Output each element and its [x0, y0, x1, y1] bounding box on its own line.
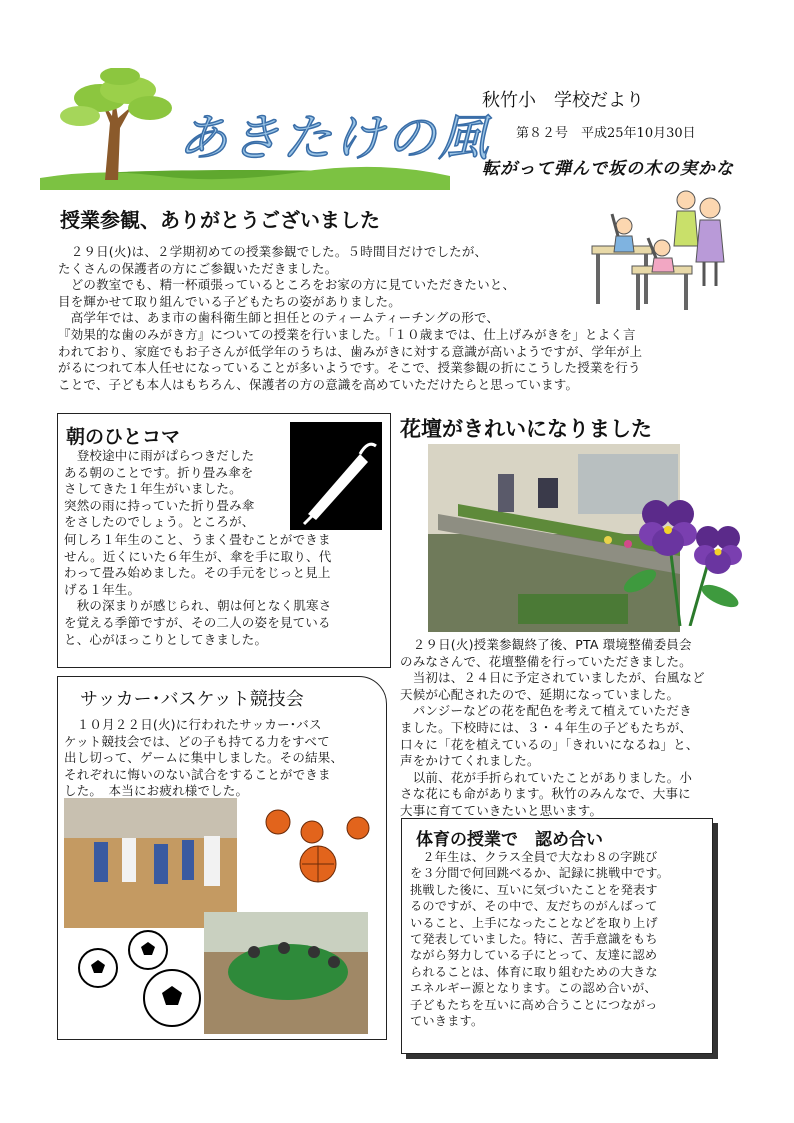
soccer-ball-icons [72, 928, 208, 1028]
article-body-class-observation: ２９日(火)は、２学期初めての授業参観でした。５時間目だけでしたが、 たくさんの保護者の方にご参観いただきました。 どの教室でも、精一杯頑張っているところをお家の方に見ていただきたいと、 目を輝かせて取り組んでいる子どもたちの姿がありました。 高学年では、あま市の歯科衛生師と担任とのティームティーチングの形で、 『効果的な歯のみがき方』についての授業を行いました。「１０歳までは、仕上げみがきを」とよく言 われており、家庭でもお子さんが低学年のうちは、歯みがきに対する意識が高いようですが、学年が上 がるにつれて本人任せになっていることが多いようです。そこで、授業参観の折にこうした授業を行う ことで、子ども本人はもちろん、保護者の方の意識を高めていただけたらと思っています。 [58, 244, 643, 392]
logo-text: あきたけの風 [178, 109, 490, 167]
sports-title: サッカー･バスケット競技会 [80, 689, 304, 710]
soccer-photo [204, 912, 368, 1034]
flowers-title: 花壇がきれいになりました [400, 417, 652, 441]
morning-title: 朝のひとコマ [66, 426, 181, 448]
school-title: 秋竹小 学校だより [482, 90, 644, 111]
issue-number: 第８２号 平成25年10月30日 [516, 126, 696, 141]
sports-body: １０月２２日(火)に行われたサッカー･バス ケット競技会では、どの子も持てる力をすべて 出し切って、ゲームに集中しました。その結果、 それぞれに悔いのない試合をすることができま した。 本当にお疲れ様でした。 [64, 717, 344, 799]
haiku: 転がって弾んで坂の木の実かな [482, 159, 734, 179]
basketball-icons [262, 806, 372, 886]
pe-title: 体育の授業で 認め合い [416, 830, 603, 850]
basketball-photo [64, 798, 237, 928]
pe-box [401, 818, 713, 1054]
masthead-logo [40, 68, 490, 198]
morning-body-bottom: 何しろ１年生のこと、うまく畳むことができま せん。近くにいた６年生が、傘を手に取り、代 わって畳み始めました。その手元をじっと見上 げる１年生。 秋の深まりが感じられ、朝は何となく肌寒さ を覚える季節ですが、その二人の姿を見ている と、心がほっこりとしてきました。 [64, 532, 332, 647]
morning-box [57, 413, 391, 668]
article-title-class-observation: 授業参観、ありがとうございました [60, 208, 380, 232]
pe-body: ２年生は、クラス全員で大なわ８の字跳び を３分間で何回跳べるか、記録に挑戦中です。 挑戦した後に、互いに気づいたことを発表す るのですが、その中で、友だちのがんばって いること、上手になったことなどを取り上げ て発表していました。特に、苦手意識をもち ながら努力している子にとって、友達に認め られることは、体育に取り組むための大きな エネルギー源となります。この認め合いが、 子どもたちを互いに高め合うことにつながっ ていきます。 [410, 850, 670, 1029]
pansy-illustration [620, 486, 750, 626]
flowers-body: ２９日(火)授業参観終了後、PTA 環境整備委員会 のみなさんで、花壇整備を行っていただきました。 当初は、２４日に予定されていましたが、台風など 天候が心配されたので、延期になっていました。 パンジーなどの花を配色を考えて植えていただき ました。下校時には、３・４年生の子どもたちが、 口々に「花を植えているの」「きれいになるね」と、 声をかけてくれました。 以前、花が手折られていたことがありました。小 さな花にも命があります。秋竹のみんなで、大事に 大事に育てていきたいと思います。 [400, 637, 705, 818]
umbrella-icon [290, 422, 382, 530]
morning-body-top: 登校途中に雨がぱらつきだした ある朝のことです。折り畳み傘を さしてきた１年生がいました。 突然の雨に持っていた折り畳み傘 をさしたのでしょう。ところが、 [64, 448, 255, 530]
